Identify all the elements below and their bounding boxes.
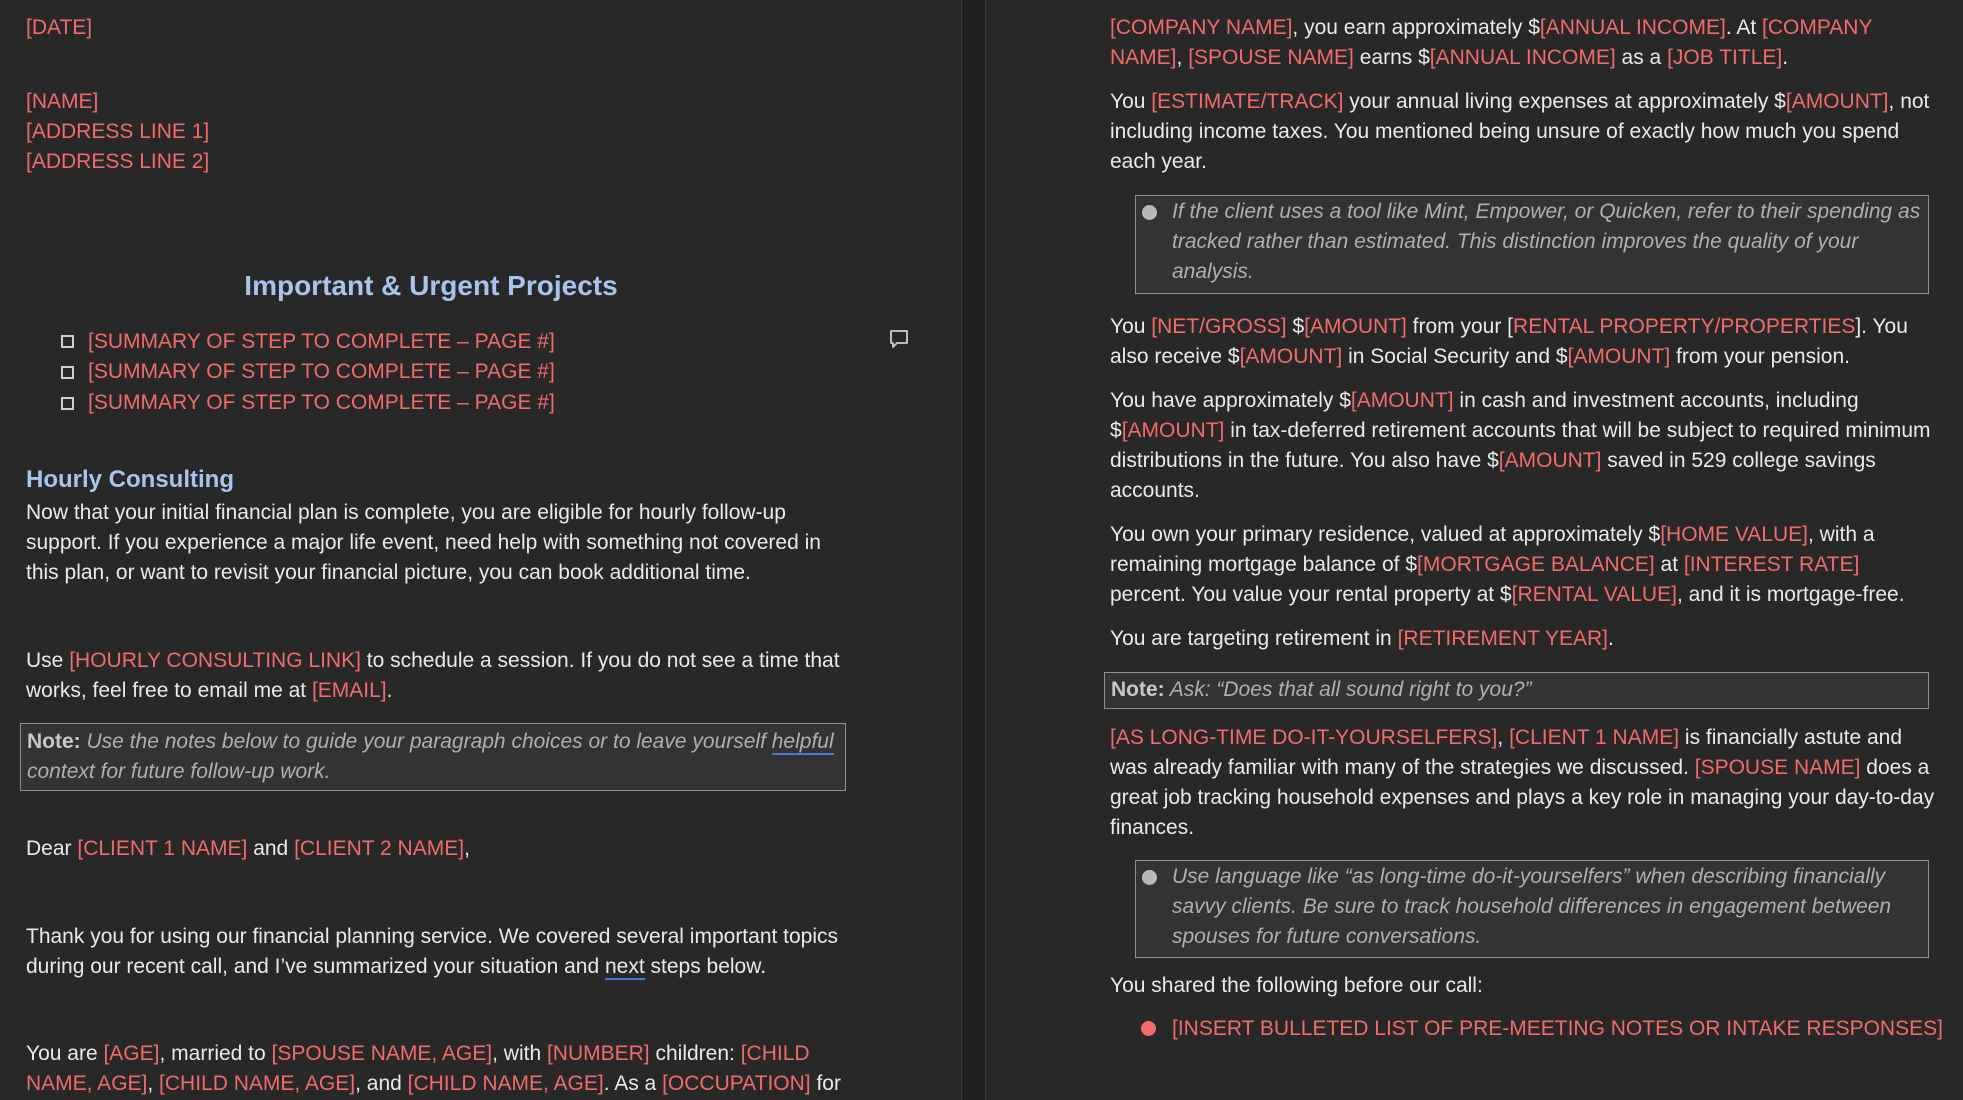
you-are-paragraph[interactable] <box>26 1039 856 1099</box>
child-placeholder: [CHILD NAME, AGE] <box>407 1072 604 1095</box>
spouse-placeholder: [SPOUSE NAME] <box>1694 756 1861 779</box>
text: , <box>147 1072 160 1095</box>
company-placeholder: [COMPANY NAME] <box>1110 16 1873 69</box>
income-paragraph[interactable] <box>1110 13 1940 73</box>
amount-placeholder: [AMOUNT] <box>1121 419 1225 442</box>
text: $ <box>1286 315 1305 338</box>
spending-note-callout[interactable] <box>1135 195 1929 294</box>
net-gross-placeholder: [NET/GROSS] <box>1151 315 1287 338</box>
language-note-text: Use language like “as long-time do-it-yourselfers” when describing financially savvy clients. Be sure to track household differences in engagement between spouses for future conversations. <box>1172 865 1892 948</box>
client-1-placeholder: [CLIENT 1 NAME] <box>1509 726 1680 749</box>
shared-line[interactable]: You shared the following before our call: <box>1110 974 1483 997</box>
schedule-text: . <box>386 679 393 702</box>
hourly-link-placeholder[interactable]: [HOURLY CONSULTING LINK] <box>69 649 361 672</box>
right-page[interactable] <box>986 0 1963 1100</box>
note-callout[interactable] <box>20 723 846 791</box>
text: does a great job tracking household expenses and plays a key role in managing your day-to-day finances. <box>1110 756 1935 839</box>
note-label: Note: <box>1111 678 1165 701</box>
text: your annual living expenses at approximately $ <box>1343 90 1786 113</box>
checklist-item-2[interactable]: [SUMMARY OF STEP TO COMPLETE – PAGE #] <box>88 360 555 383</box>
text: . As a <box>603 1072 663 1095</box>
text: , <box>1497 726 1510 749</box>
text: as a <box>1615 46 1668 69</box>
confirm-note-callout[interactable] <box>1104 672 1929 709</box>
text: . <box>1782 46 1789 69</box>
checklist-item-1[interactable]: [SUMMARY OF STEP TO COMPLETE – PAGE #] <box>88 330 555 353</box>
address-line-1: [ADDRESS LINE 1] <box>26 120 210 143</box>
salutation[interactable] <box>26 834 470 864</box>
child-placeholder: [CHILD NAME, AGE] <box>26 1042 810 1095</box>
mortgage-placeholder: [MORTGAGE BALANCE] <box>1417 553 1655 576</box>
bullet-icon <box>1141 1021 1156 1036</box>
text: , you earn approximately $ <box>1292 16 1540 39</box>
text: for <box>810 1072 841 1095</box>
text: earns $ <box>1353 46 1430 69</box>
address-line-2: [ADDRESS LINE 2] <box>26 150 210 173</box>
checkbox-3[interactable] <box>61 397 74 410</box>
interest-rate-placeholder: [INTEREST RATE] <box>1683 553 1860 576</box>
bullet-icon <box>1142 870 1157 885</box>
text: from your pension. <box>1670 345 1850 368</box>
page-divider <box>961 0 986 1100</box>
thanks-text: Thank you for using our financial planning service. We covered several important topics during our recent call, and I’ve summarized your situation and <box>26 925 839 978</box>
note-text: Ask: “Does that all sound right to you?” <box>1164 678 1532 701</box>
text: from your [ <box>1406 315 1514 338</box>
rental-placeholder: RENTAL PROPERTY/PROPERTIES <box>1513 315 1856 338</box>
text: . At <box>1725 16 1762 39</box>
number-placeholder: [NUMBER] <box>546 1042 650 1065</box>
text: , not including income taxes. You mentioned being unsure of exactly how much you spend each year. <box>1110 90 1930 173</box>
text: saved in 529 college savings accounts. <box>1110 449 1876 502</box>
note-text: context for future follow-up work. <box>27 760 331 783</box>
text: is financially astute and was already familiar with many of the strategies we discussed. <box>1110 726 1903 779</box>
salutation-text: Dear <box>26 837 78 860</box>
email-placeholder[interactable]: [EMAIL] <box>311 679 387 702</box>
diy-paragraph[interactable] <box>1110 723 1940 843</box>
text: ]. You also receive $ <box>1110 315 1908 368</box>
text: in tax-deferred retirement accounts that will be subject to required minimum distributions in the future. You also have $ <box>1110 419 1931 472</box>
text: , with <box>492 1042 547 1065</box>
text: You own your primary residence, valued at approximately $ <box>1110 523 1661 546</box>
amount-placeholder: [AMOUNT] <box>1239 345 1343 368</box>
note-label: Note: <box>27 730 81 753</box>
text: You <box>1110 315 1152 338</box>
checkbox-1[interactable] <box>61 335 74 348</box>
spouse-placeholder: [SPOUSE NAME, AGE] <box>271 1042 493 1065</box>
schedule-text: to schedule a session. If you do not see a time that works, feel free to email me at <box>26 649 840 702</box>
salutation-text: , <box>464 837 470 860</box>
checklist-item-3[interactable]: [SUMMARY OF STEP TO COMPLETE – PAGE #] <box>88 391 555 414</box>
hourly-consulting-heading: Hourly Consulting <box>26 466 234 493</box>
schedule-paragraph[interactable] <box>26 646 856 706</box>
note-text: Use the notes below to guide your paragraph choices or to leave yourself <box>80 730 772 753</box>
text: in cash and investment accounts, including $ <box>1110 389 1859 442</box>
savings-paragraph[interactable] <box>1110 386 1940 506</box>
amount-placeholder: [AMOUNT] <box>1785 90 1889 113</box>
company-placeholder: [COMPANY NAME] <box>1110 16 1293 39</box>
text: , and <box>355 1072 408 1095</box>
thanks-text: steps below. <box>644 955 767 978</box>
text: , and it is mortgage-free. <box>1676 583 1905 606</box>
income-placeholder: [ANNUAL INCOME] <box>1539 16 1726 39</box>
schedule-text: Use <box>26 649 70 672</box>
client-2-placeholder: [CLIENT 2 NAME] <box>294 837 465 860</box>
projects-heading: Important & Urgent Projects <box>244 270 618 301</box>
amount-placeholder: [AMOUNT] <box>1350 389 1454 412</box>
diy-placeholder: [AS LONG-TIME DO-IT-YOURSELFERS] <box>1110 726 1498 749</box>
left-page[interactable] <box>0 0 961 1100</box>
thank-you-paragraph[interactable] <box>26 922 866 982</box>
text: percent. You value your rental property at $ <box>1110 583 1512 606</box>
estimate-placeholder: [ESTIMATE/TRACK] <box>1151 90 1344 113</box>
thanks-underlined-word: next <box>604 955 645 978</box>
child-placeholder: [CHILD NAME, AGE] <box>159 1072 356 1095</box>
retirement-year-placeholder: [RETIREMENT YEAR] <box>1397 627 1608 650</box>
rental-value-placeholder: [RENTAL VALUE] <box>1511 583 1677 606</box>
date-field[interactable] <box>26 13 92 43</box>
job-title-placeholder: [JOB TITLE] <box>1667 46 1783 69</box>
language-note-callout[interactable] <box>1135 860 1929 958</box>
occupation-placeholder: [OCCUPATION] <box>662 1072 811 1095</box>
name-placeholder: [NAME] <box>26 90 99 113</box>
text: . <box>1608 627 1614 650</box>
address-block[interactable] <box>26 87 209 177</box>
pre-meeting-bullet[interactable]: [INSERT BULLETED LIST OF PRE-MEETING NOTES OR INTAKE RESPONSES] <box>1172 1017 1943 1040</box>
text: children: <box>649 1042 741 1065</box>
text: in Social Security and $ <box>1342 345 1568 368</box>
text: , married to <box>159 1042 272 1065</box>
income-placeholder: [ANNUAL INCOME] <box>1429 46 1616 69</box>
spending-note-text: If the client uses a tool like Mint, Empower, or Quicken, refer to their spending as tracked rather than estimated. This distinction improves the quality of your analysis. <box>1172 200 1921 283</box>
text: , <box>1176 46 1189 69</box>
expenses-paragraph[interactable] <box>1110 87 1940 177</box>
spouse-placeholder: [SPOUSE NAME] <box>1188 46 1354 69</box>
text: You <box>1110 90 1152 113</box>
text: You are targeting retirement in <box>1110 627 1398 650</box>
amount-placeholder: [AMOUNT] <box>1304 315 1407 338</box>
checkbox-2[interactable] <box>61 366 74 379</box>
date-placeholder: [DATE] <box>26 16 93 39</box>
client-1-placeholder: [CLIENT 1 NAME] <box>77 837 248 860</box>
salutation-text: and <box>247 837 295 860</box>
amount-placeholder: [AMOUNT] <box>1498 449 1602 472</box>
hourly-paragraph[interactable]: Now that your initial financial plan is complete, you are eligible for hourly follow-up support. If you experience a major life event, need help with something not covered in this plan, or want to revisit your financial picture, you can book additional time. <box>26 501 821 584</box>
note-underlined-word: helpful <box>771 730 834 753</box>
amount-placeholder: [AMOUNT] <box>1567 345 1671 368</box>
income-sources-paragraph[interactable] <box>1110 312 1940 372</box>
comment-icon[interactable] <box>888 329 910 349</box>
age-placeholder: [AGE] <box>103 1042 160 1065</box>
text: You have approximately $ <box>1110 389 1351 412</box>
home-value-placeholder: [HOME VALUE] <box>1660 523 1808 546</box>
text: at <box>1654 553 1684 576</box>
retirement-paragraph[interactable] <box>1110 624 1940 654</box>
residence-paragraph[interactable] <box>1110 520 1940 610</box>
text: , with a remaining mortgage balance of $ <box>1110 523 1875 576</box>
text: You are <box>26 1042 104 1065</box>
bullet-icon <box>1142 205 1157 220</box>
